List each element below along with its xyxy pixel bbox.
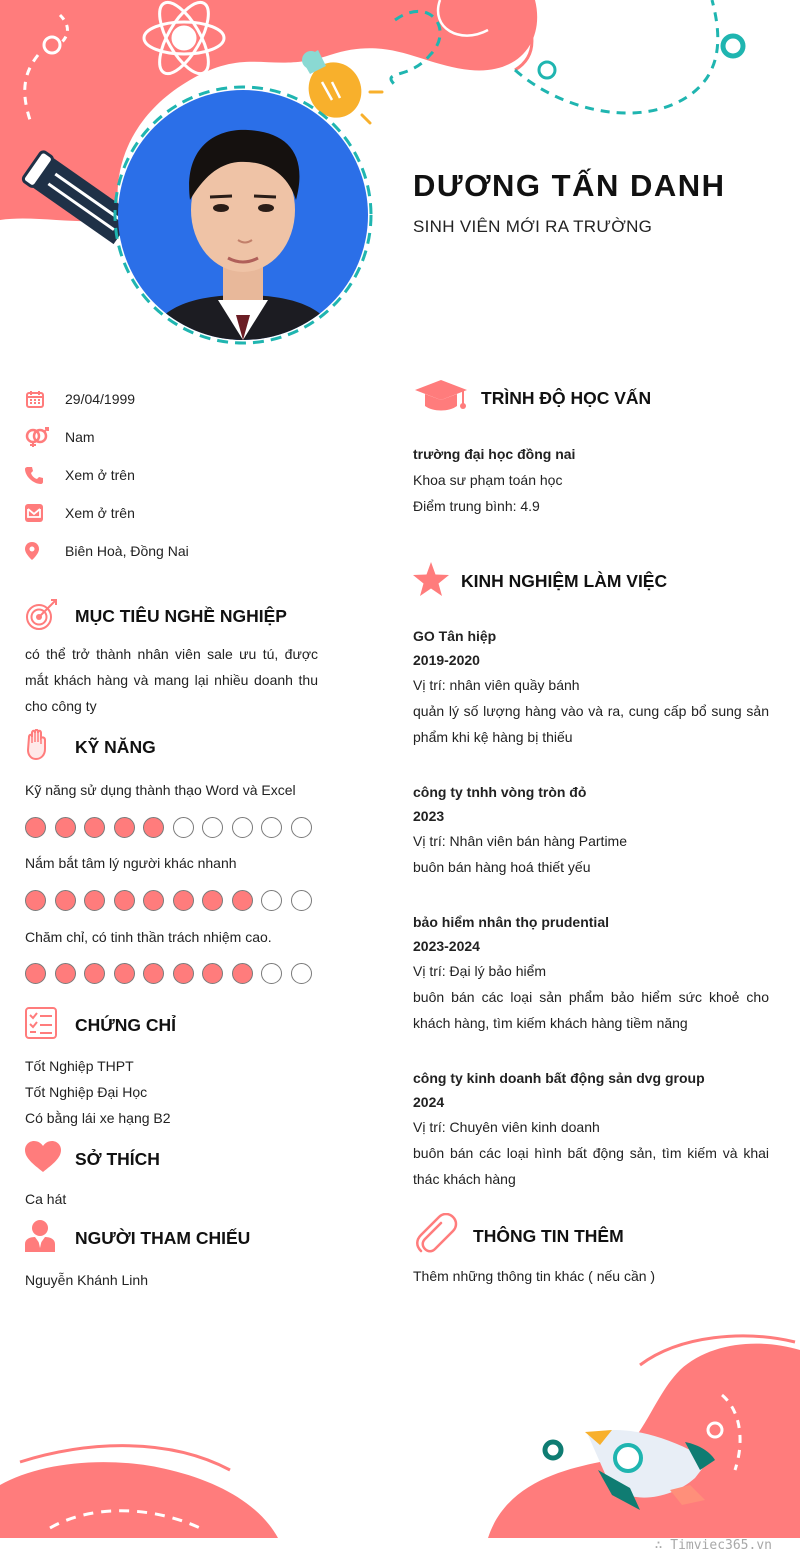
contact-item bbox=[25, 418, 355, 456]
candidate-role: SINH VIÊN MỚI RA TRƯỜNG bbox=[413, 217, 653, 236]
skill-label: Chăm chỉ, có tinh thần trách nhiệm cao. bbox=[25, 929, 272, 945]
education-details bbox=[413, 441, 575, 519]
rating-dot-empty bbox=[291, 963, 312, 984]
rating-dot-empty bbox=[261, 817, 282, 838]
rating-dot-filled bbox=[84, 817, 105, 838]
education-major: Khoa sư phạm toán học bbox=[413, 472, 563, 488]
rating-dot-filled bbox=[173, 890, 194, 911]
rating-dot-empty bbox=[261, 963, 282, 984]
experience-period: 2024 bbox=[413, 1094, 445, 1110]
skill-rating bbox=[25, 963, 320, 984]
rating-dot-empty bbox=[202, 817, 223, 838]
experience-position: Vị trí: Chuyên viên kinh doanh bbox=[413, 1119, 600, 1135]
experience-period: 2023-2024 bbox=[413, 938, 480, 954]
checklist-icon bbox=[25, 1007, 75, 1044]
references-text: Nguyễn Khánh Linh bbox=[25, 1272, 148, 1288]
experience-position: Vị trí: nhân viên quầy bánh bbox=[413, 677, 580, 693]
rating-dot-filled bbox=[143, 963, 164, 984]
target-icon bbox=[25, 597, 75, 636]
rating-dot-filled bbox=[143, 817, 164, 838]
section-title: CHỨNG CHỈ bbox=[75, 1015, 177, 1035]
section-header-references bbox=[25, 1220, 250, 1257]
additional-text: Thêm những thông tin khác ( nếu cần ) bbox=[413, 1268, 656, 1284]
experience-item bbox=[413, 910, 769, 1036]
star-icon bbox=[413, 562, 461, 601]
experience-description: buôn bán các loại hình bất động sản, tìm kiếm và khai thác khách hàng bbox=[413, 1145, 769, 1187]
experience-item bbox=[413, 780, 769, 880]
section-title: TRÌNH ĐỘ HỌC VẤN bbox=[481, 388, 652, 408]
rating-dot-filled bbox=[114, 817, 135, 838]
rating-dot-filled bbox=[84, 963, 105, 984]
section-header-experience bbox=[413, 562, 667, 601]
contact-item bbox=[25, 380, 355, 418]
paperclip-icon bbox=[413, 1213, 473, 1260]
experience-item bbox=[413, 624, 769, 750]
rating-dot-filled bbox=[55, 890, 76, 911]
contact-list bbox=[25, 380, 355, 570]
rating-dot-filled bbox=[25, 890, 46, 911]
experience-company: công ty tnhh vòng tròn đỏ bbox=[413, 784, 587, 800]
rating-dot-filled bbox=[232, 890, 253, 911]
section-title: SỞ THÍCH bbox=[75, 1149, 160, 1169]
rating-dot-empty bbox=[291, 890, 312, 911]
rating-dot-empty bbox=[232, 817, 253, 838]
section-title: KỸ NĂNG bbox=[75, 737, 156, 757]
gender-icon bbox=[25, 418, 65, 456]
experience-company: công ty kinh doanh bất động sản dvg group bbox=[413, 1070, 705, 1086]
gender: Nam bbox=[65, 429, 95, 445]
section-title: NGƯỜI THAM CHIẾU bbox=[75, 1228, 251, 1248]
rating-dot-filled bbox=[55, 817, 76, 838]
rating-dot-empty bbox=[173, 817, 194, 838]
rating-dot-filled bbox=[25, 817, 46, 838]
birthdate: 29/04/1999 bbox=[65, 391, 136, 407]
section-header-hobbies bbox=[25, 1141, 160, 1178]
phone-icon bbox=[25, 456, 65, 494]
skill-label: Nắm bắt tâm lý người khác nhanh bbox=[25, 855, 237, 871]
rating-dot-empty bbox=[291, 817, 312, 838]
rating-dot-filled bbox=[114, 963, 135, 984]
rating-dot-filled bbox=[84, 890, 105, 911]
certificate-item: Tốt Nghiệp THPT bbox=[25, 1058, 134, 1074]
fist-icon bbox=[25, 729, 75, 766]
contact-item bbox=[25, 532, 355, 570]
person-icon bbox=[25, 1220, 75, 1257]
experience-description: buôn bán các loại sản phẩm bảo hiểm sức khoẻ cho khách hàng, tìm kiếm khách hàng tiềm năng bbox=[413, 989, 769, 1031]
rating-dot-filled bbox=[173, 963, 194, 984]
phone: Xem ở trên bbox=[65, 467, 135, 483]
rating-dot-filled bbox=[25, 963, 46, 984]
contact-item bbox=[25, 456, 355, 494]
rating-dot-empty bbox=[261, 890, 282, 911]
graduation-cap-icon bbox=[413, 378, 481, 419]
calendar-icon bbox=[25, 380, 65, 418]
address: Biên Hoà, Đồng Nai bbox=[65, 543, 189, 559]
section-title: THÔNG TIN THÊM bbox=[473, 1226, 624, 1246]
education-gpa: Điểm trung bình: 4.9 bbox=[413, 498, 540, 514]
section-header-objective bbox=[25, 597, 287, 636]
rating-dot-filled bbox=[143, 890, 164, 911]
rating-dot-filled bbox=[232, 963, 253, 984]
email: Xem ở trên bbox=[65, 505, 135, 521]
experience-position: Vị trí: Nhân viên bán hàng Partime bbox=[413, 833, 628, 849]
section-header-education bbox=[413, 378, 651, 419]
profile-photo bbox=[118, 90, 368, 340]
profile-photo-frame bbox=[110, 82, 376, 348]
certificate-list bbox=[25, 1053, 171, 1131]
objective-text: có thể trở thành nhân viên sale ưu tú, được mắt khách hàng và mang lại nhiều doanh thu cho công ty bbox=[25, 646, 318, 714]
certificate-item: Tốt Nghiệp Đại Học bbox=[25, 1084, 148, 1100]
experience-period: 2023 bbox=[413, 808, 445, 824]
hobbies-text: Ca hát bbox=[25, 1191, 67, 1207]
experience-item bbox=[413, 1066, 769, 1192]
experience-description: buôn bán hàng hoá thiết yếu bbox=[413, 859, 591, 875]
section-title: MỤC TIÊU NGHỀ NGHIỆP bbox=[75, 606, 287, 626]
experience-description: quản lý số lượng hàng vào và ra, cung cấp bổ sung sản phẩm khi kệ hàng bị thiếu bbox=[413, 703, 769, 745]
section-header-additional bbox=[413, 1213, 624, 1260]
rating-dot-filled bbox=[202, 963, 223, 984]
section-header-skills bbox=[25, 729, 156, 766]
skill-label: Kỹ năng sử dụng thành thạo Word và Excel bbox=[25, 782, 296, 798]
section-header-certificates bbox=[25, 1007, 176, 1044]
watermark: ∴ Timviec365.vn bbox=[654, 1538, 772, 1553]
skill-rating bbox=[25, 890, 320, 911]
experience-company: bảo hiểm nhân thọ prudential bbox=[413, 914, 609, 930]
heart-icon bbox=[25, 1141, 75, 1178]
education-school: trường đại học đồng nai bbox=[413, 446, 576, 462]
rating-dot-filled bbox=[114, 890, 135, 911]
skill-rating bbox=[25, 817, 320, 838]
contact-item bbox=[25, 494, 355, 532]
email-icon bbox=[25, 494, 65, 532]
experience-company: GO Tân hiệp bbox=[413, 628, 497, 644]
candidate-name: DƯƠNG TẤN DANH bbox=[413, 168, 726, 203]
section-title: KINH NGHIỆM LÀM VIỆC bbox=[461, 571, 668, 591]
experience-position: Vị trí: Đại lý bảo hiểm bbox=[413, 963, 547, 979]
location-pin-icon bbox=[25, 532, 65, 570]
rating-dot-filled bbox=[55, 963, 76, 984]
rating-dot-filled bbox=[202, 890, 223, 911]
certificate-item: Có bằng lái xe hạng B2 bbox=[25, 1110, 171, 1126]
experience-period: 2019-2020 bbox=[413, 652, 480, 668]
